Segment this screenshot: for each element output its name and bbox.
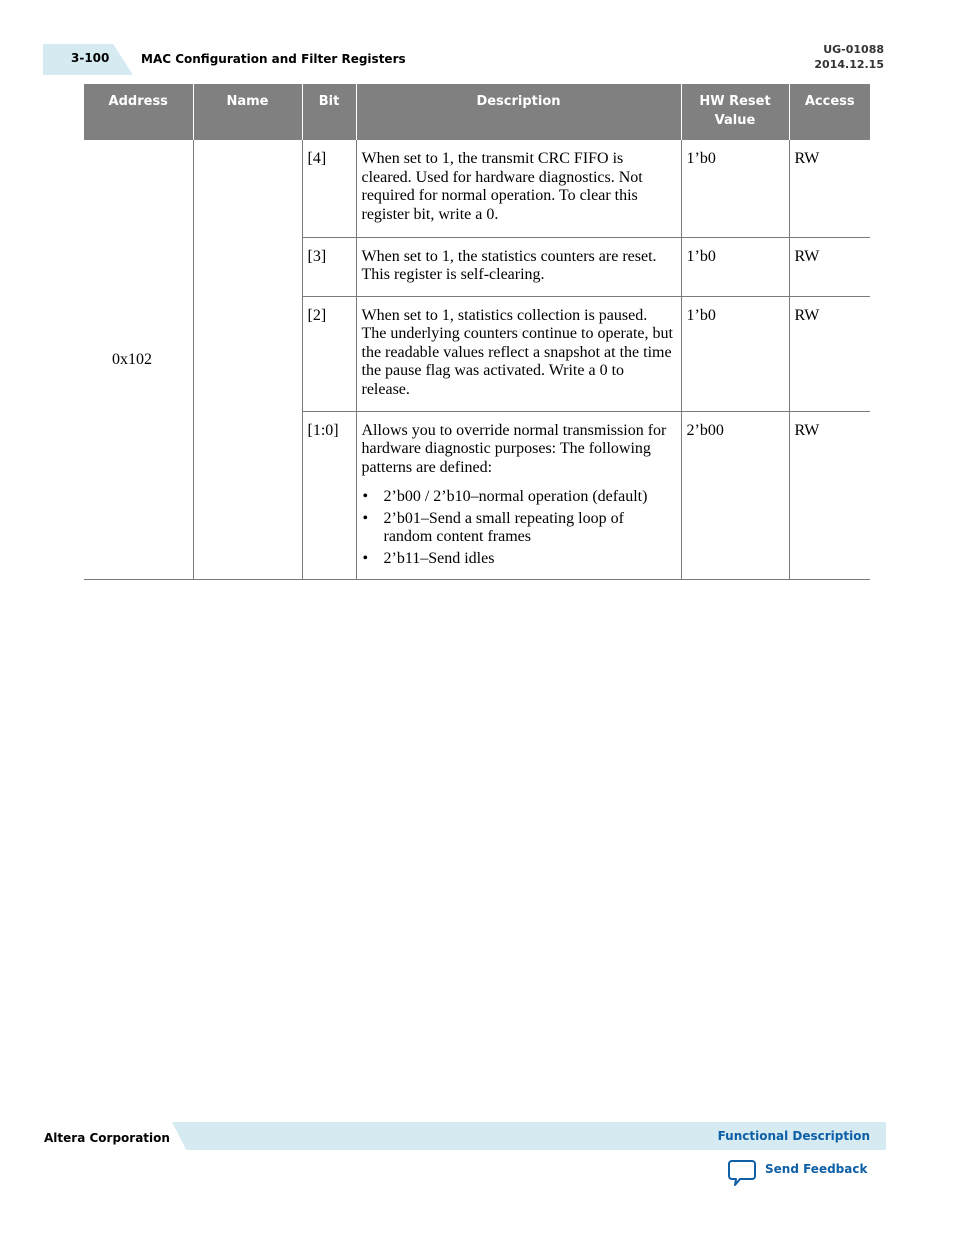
bit-cell: [1:0] (302, 411, 356, 580)
pattern-list (362, 488, 676, 568)
column-header-name: Name (193, 84, 302, 140)
reset-value-cell: 2’b00 (681, 411, 789, 580)
description-cell: When set to 1, statistics collection is paused. The underlying counters continue to operate, but the readable values reflect a snapshot at the time the pause flag was activated. Write a 0 to release. (356, 296, 681, 411)
column-header-hw-reset-value: HW Reset Value (681, 84, 789, 140)
description-cell (356, 411, 681, 580)
list-item: • 2’b00 / 2’b10–normal operation (default) (362, 488, 676, 507)
access-cell: RW (789, 140, 870, 237)
section-title: MAC Configuration and Filter Registers (141, 52, 406, 66)
document-date: 2014.12.15 (814, 58, 884, 71)
send-feedback-button[interactable] (727, 1159, 867, 1187)
access-cell: RW (789, 237, 870, 296)
description-cell: When set to 1, the transmit CRC FIFO is cleared. Used for hardware diagnostics. Not required for normal operation. To clear this register bit, write a 0. (356, 140, 681, 237)
column-header-address: Address (84, 84, 193, 140)
speech-bubble-icon (727, 1159, 757, 1187)
register-table (84, 84, 870, 580)
send-feedback-label[interactable]: Send Feedback (765, 1162, 868, 1176)
page-number: 3-100 (71, 51, 110, 65)
column-header-description: Description (356, 84, 681, 140)
description-text: Allows you to override normal transmission for hardware diagnostic purposes: The following patterns are defined: (361, 421, 667, 476)
reset-value-cell: 1’b0 (681, 296, 789, 411)
bit-cell: [2] (302, 296, 356, 411)
functional-description-link[interactable]: Functional Description (717, 1129, 870, 1143)
list-item: • 2’b01–Send a small repeating loop of random content frames (362, 510, 676, 547)
list-item: • 2’b11–Send idles (362, 550, 676, 569)
bit-cell: [4] (302, 140, 356, 237)
column-header-bit: Bit (302, 84, 356, 140)
address-cell: 0x102 (84, 140, 193, 580)
table-header-row (84, 84, 870, 140)
description-cell: When set to 1, the statistics counters are reset. This register is self-clearing. (356, 237, 681, 296)
access-cell: RW (789, 296, 870, 411)
company-name: Altera Corporation (44, 1131, 170, 1145)
document-id: UG-01088 (823, 43, 884, 56)
reset-value-cell: 1’b0 (681, 237, 789, 296)
bit-cell: [3] (302, 237, 356, 296)
reset-value-cell: 1’b0 (681, 140, 789, 237)
table-row (84, 140, 870, 237)
access-cell: RW (789, 411, 870, 580)
name-cell (193, 140, 302, 580)
column-header-access: Access (789, 84, 870, 140)
